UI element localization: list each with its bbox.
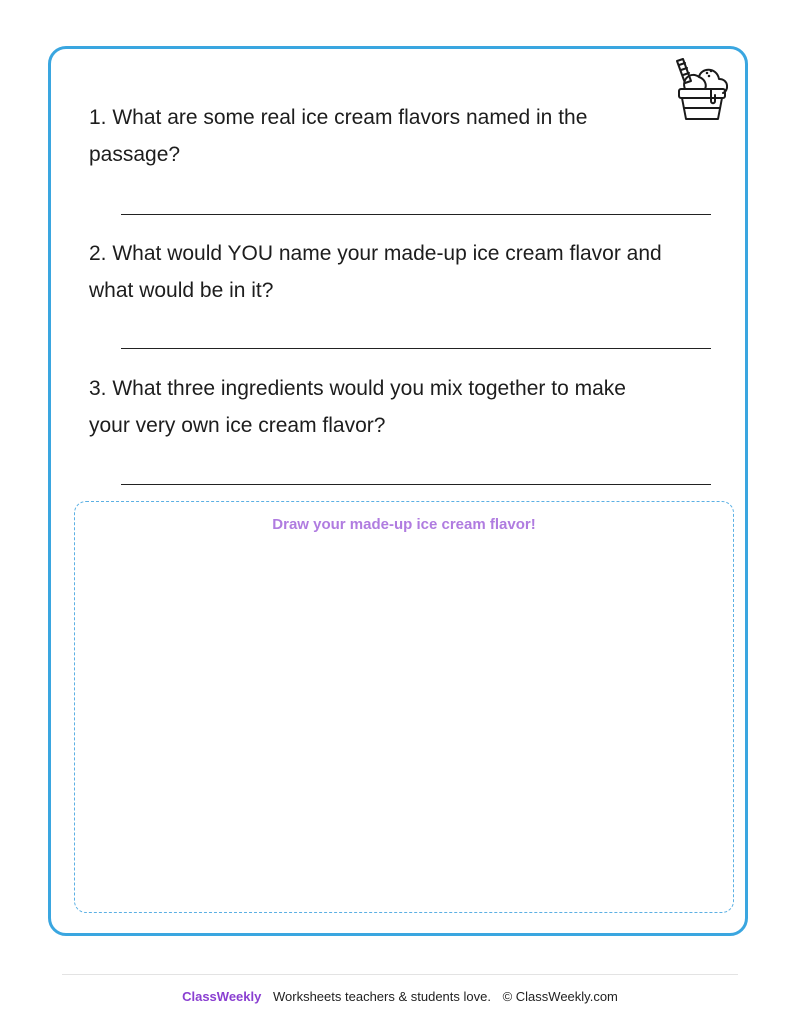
ice-cream-cup-icon xyxy=(671,55,731,125)
answer-line-1[interactable] xyxy=(121,214,711,215)
answer-line-3[interactable] xyxy=(121,484,711,485)
footer xyxy=(0,989,800,1004)
drawing-prompt: Draw your made-up ice cream flavor! xyxy=(272,516,536,533)
footer-brand: ClassWeekly xyxy=(182,989,262,1004)
worksheet-card xyxy=(48,46,748,936)
footer-tagline: Worksheets teachers & students love. xyxy=(272,989,491,1004)
footer-divider xyxy=(62,974,738,975)
question-3: 3. What three ingredients would you mix together to make your very own ice cream flavor? xyxy=(89,377,626,437)
question-1: 1. What are some real ice cream flavors named in the passage? xyxy=(89,106,588,166)
drawing-area[interactable] xyxy=(74,501,734,913)
answer-line-2[interactable] xyxy=(121,348,711,349)
footer-copyright: © ClassWeekly.com xyxy=(502,989,618,1004)
question-2: 2. What would YOU name your made-up ice cream flavor and what would be in it? xyxy=(89,242,662,302)
